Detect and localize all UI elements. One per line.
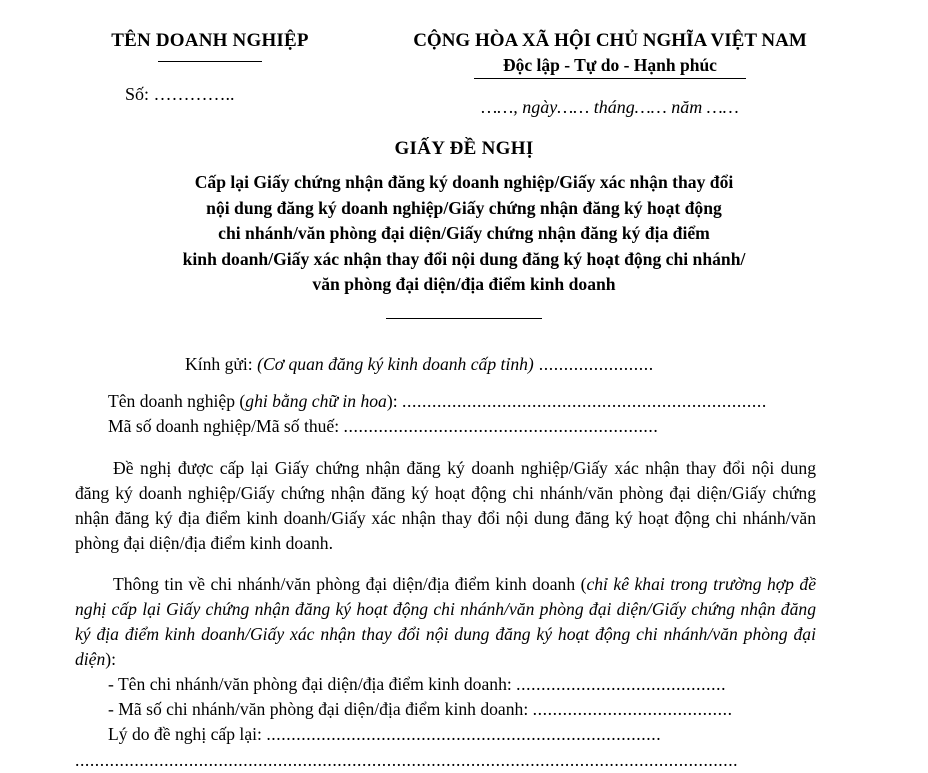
request-paragraph: Đề nghị được cấp lại Giấy chứng nhận đăng ký doanh nghiệp/Giấy xác nhận thay đổi nội dung đăng ký doanh nghiệp/Giấy chứng nhận đăng ký hoạt động chi nhánh/văn phòng đại diện/Giấy chứng nhận đăng ký địa điểm kinh doanh/Giấy xác nhận thay đổi nội dung đăng ký hoạt động chi nhánh/văn phòng đại diện/địa điểm kinh doanh. — [75, 458, 816, 553]
company-name-field-label: Tên doanh nghiệp ( — [108, 391, 246, 411]
subtitle-line-1: Cấp lại Giấy chứng nhận đăng ký doanh nghiệp/Giấy xác nhận thay đổi — [194, 172, 734, 192]
tax-code-input-row[interactable] — [75, 414, 816, 439]
tax-code-field-label: Mã số doanh nghiệp/Mã số thuế: — [108, 416, 344, 436]
document-number-field: Số: ………….. — [125, 84, 235, 104]
reason-dots: ............................................................................... — [266, 724, 662, 744]
subtitle-line-5: văn phòng đại diện/địa điểm kinh doanh — [312, 274, 616, 294]
document-body — [75, 352, 816, 773]
company-name-dots: ......................................................................... — [402, 391, 767, 411]
addressee-label: Kính gửi: — [185, 354, 253, 374]
document-title: GIẤY ĐỀ NGHỊ — [394, 138, 534, 159]
title-divider — [386, 318, 542, 319]
document-subtitle — [64, 170, 864, 298]
company-name-underline — [158, 61, 262, 62]
motto-underline — [474, 78, 746, 79]
title-block — [64, 138, 864, 319]
branch-name-label: - Tên chi nhánh/văn phòng đại diện/địa điểm kinh doanh: — [108, 674, 517, 694]
document-header — [0, 30, 928, 120]
branch-name-input-row[interactable] — [75, 672, 816, 697]
reason-continuation-line[interactable]: ...................................................................................................................................... — [75, 750, 739, 770]
company-name-field-label-end: ): — [386, 391, 402, 411]
branch-code-dots: ........................................ — [532, 699, 733, 719]
branch-info-paragraph — [75, 572, 816, 672]
header-left-block — [60, 30, 360, 105]
branch-info-lead: Thông tin về chi nhánh/văn phòng đại diện/địa điểm kinh doanh ( — [113, 574, 587, 594]
subtitle-line-4: kinh doanh/Giấy xác nhận thay đổi nội dung đăng ký hoạt động chi nhánh/ — [182, 248, 746, 269]
date-field: ……, ngày…… tháng…… năm …… — [481, 97, 739, 117]
tax-code-dots: ............................................................... — [343, 416, 659, 436]
branch-info-end: ): — [105, 649, 117, 669]
addressee-dots: ....................... — [533, 354, 654, 374]
branch-code-label: - Mã số chi nhánh/văn phòng đại diện/địa điểm kinh doanh: — [108, 699, 533, 719]
subtitle-line-2: nội dung đăng ký doanh nghiệp/Giấy chứng nhận đăng ký hoạt động — [206, 197, 722, 218]
company-name-input-row[interactable] — [75, 389, 816, 414]
addressee-hint: (Cơ quan đăng ký kinh doanh cấp tỉnh) — [257, 354, 534, 374]
company-name-label: TÊN DOANH NGHIỆP — [111, 30, 309, 51]
reason-label: Lý do đề nghị cấp lại: — [108, 724, 267, 744]
company-name-field-hint: ghi bằng chữ in hoa — [245, 391, 387, 411]
subtitle-line-3: chi nhánh/văn phòng đại diện/Giấy chứng nhận đăng ký địa điểm — [218, 223, 710, 243]
branch-info-hint: chỉ kê khai trong trường hợp đề nghị cấp lại Giấy chứng nhận đăng ký hoạt động chi nhánh/văn phòng đại diện/Giấy chứng nhận đăng ký địa điểm kinh doanh/Giấy xác nhận thay đổi nội dung đăng ký hoạt động chi nhánh/văn phòng đại diện — [75, 574, 817, 669]
branch-name-dots: .......................................... — [516, 674, 727, 694]
branch-code-input-row[interactable] — [75, 697, 816, 722]
addressee-line — [75, 352, 816, 377]
header-right-block — [360, 30, 860, 118]
national-title: CỘNG HÒA XÃ HỘI CHỦ NGHĨA VIỆT NAM — [413, 30, 807, 51]
reason-input-row[interactable] — [75, 722, 816, 747]
national-motto: Độc lập - Tự do - Hạnh phúc — [503, 55, 717, 75]
